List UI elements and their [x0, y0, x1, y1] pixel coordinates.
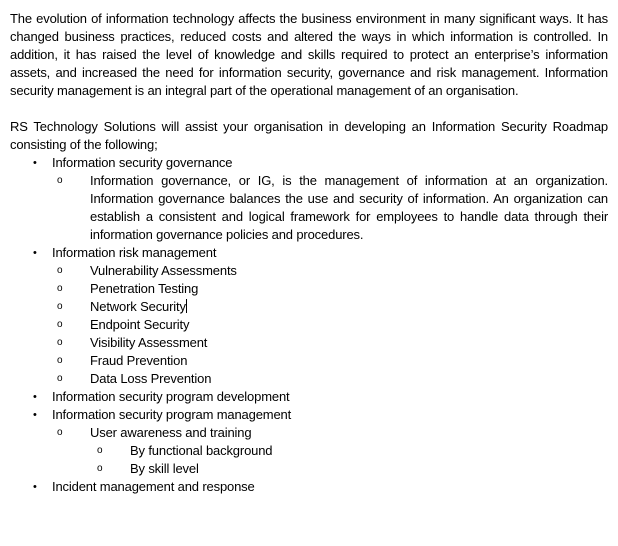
- outline-item-level2[interactable]: [10, 370, 608, 388]
- intro-paragraph: The evolution of information technology affects the business environment in many significant ways. It has changed business practices, reduced costs and altered the ways in which information is controlled. In addition, it has raised the level of knowledge and skills required to protect an enterprise’s information assets, and increased the need for information security, governance and risk management. Information security management is an integral part of the operational management of an organisation.: [10, 11, 608, 98]
- outline-item-level2[interactable]: [10, 172, 608, 244]
- outline-item-level2[interactable]: [10, 280, 608, 298]
- outline-item-label: Endpoint Security: [90, 317, 190, 332]
- outline-item-label: Information security program management: [52, 407, 292, 422]
- roadmap-intro-paragraph: RS Technology Solutions will assist your organisation in developing an Information Security Roadmap consisting of the following;: [10, 119, 608, 152]
- bullet-disc-icon: •: [33, 157, 37, 169]
- bullet-circle-icon: o: [57, 355, 63, 366]
- outline-item-level2[interactable]: [10, 424, 608, 442]
- roadmap-outline-list: [10, 154, 608, 496]
- outline-item-level1[interactable]: [10, 388, 608, 406]
- bullet-circle-icon: o: [57, 301, 63, 312]
- bullet-disc-icon: •: [33, 247, 37, 259]
- outline-item-level3[interactable]: [10, 442, 608, 460]
- bullet-disc-icon: •: [33, 481, 37, 493]
- bullet-circle-icon: o: [97, 445, 103, 456]
- bullet-disc-icon: •: [33, 391, 37, 403]
- outline-item-level1[interactable]: [10, 244, 608, 262]
- outline-item-level1[interactable]: [10, 406, 608, 424]
- outline-item-label: Penetration Testing: [90, 281, 199, 296]
- bullet-circle-icon: o: [57, 283, 63, 294]
- outline-item-level1[interactable]: [10, 154, 608, 172]
- outline-item-level2[interactable]: [10, 316, 608, 334]
- bullet-circle-icon: o: [57, 319, 63, 330]
- outline-item-label: Information security governance: [52, 155, 233, 170]
- outline-item-level2[interactable]: [10, 262, 608, 280]
- outline-item-label: Data Loss Prevention: [90, 371, 212, 386]
- outline-item-label: Information risk management: [52, 245, 217, 260]
- outline-item-level3[interactable]: [10, 460, 608, 478]
- bullet-circle-icon: o: [97, 463, 103, 474]
- bullet-circle-icon: o: [57, 337, 63, 348]
- outline-item-level2[interactable]: [10, 352, 608, 370]
- outline-item-label: Network Security: [90, 299, 186, 314]
- outline-item-level2[interactable]: [10, 298, 608, 316]
- bullet-circle-icon: o: [57, 175, 63, 186]
- bullet-circle-icon: o: [57, 373, 63, 384]
- outline-item-label: By skill level: [130, 461, 199, 476]
- bullet-circle-icon: o: [57, 427, 63, 438]
- bullet-disc-icon: •: [33, 409, 37, 421]
- outline-item-label: By functional background: [130, 443, 273, 458]
- outline-item-label: Incident management and response: [52, 479, 255, 494]
- outline-item-label: Information security program development: [52, 389, 290, 404]
- outline-item-label: Vulnerability Assessments: [90, 263, 237, 278]
- outline-item-label: Fraud Prevention: [90, 353, 188, 368]
- outline-item-label: Information governance, or IG, is the management of information at an organization. Information governance balances the use and security of information. An organization can establish a consistent and logical framework for employees to handle data through their information governance policies and procedures.: [90, 173, 608, 242]
- text-cursor-caret: [186, 299, 187, 313]
- outline-item-label: User awareness and training: [90, 425, 252, 440]
- bullet-circle-icon: o: [57, 265, 63, 276]
- outline-item-level2[interactable]: [10, 334, 608, 352]
- outline-item-label: Visibility Assessment: [90, 335, 208, 350]
- outline-item-level1[interactable]: [10, 478, 608, 496]
